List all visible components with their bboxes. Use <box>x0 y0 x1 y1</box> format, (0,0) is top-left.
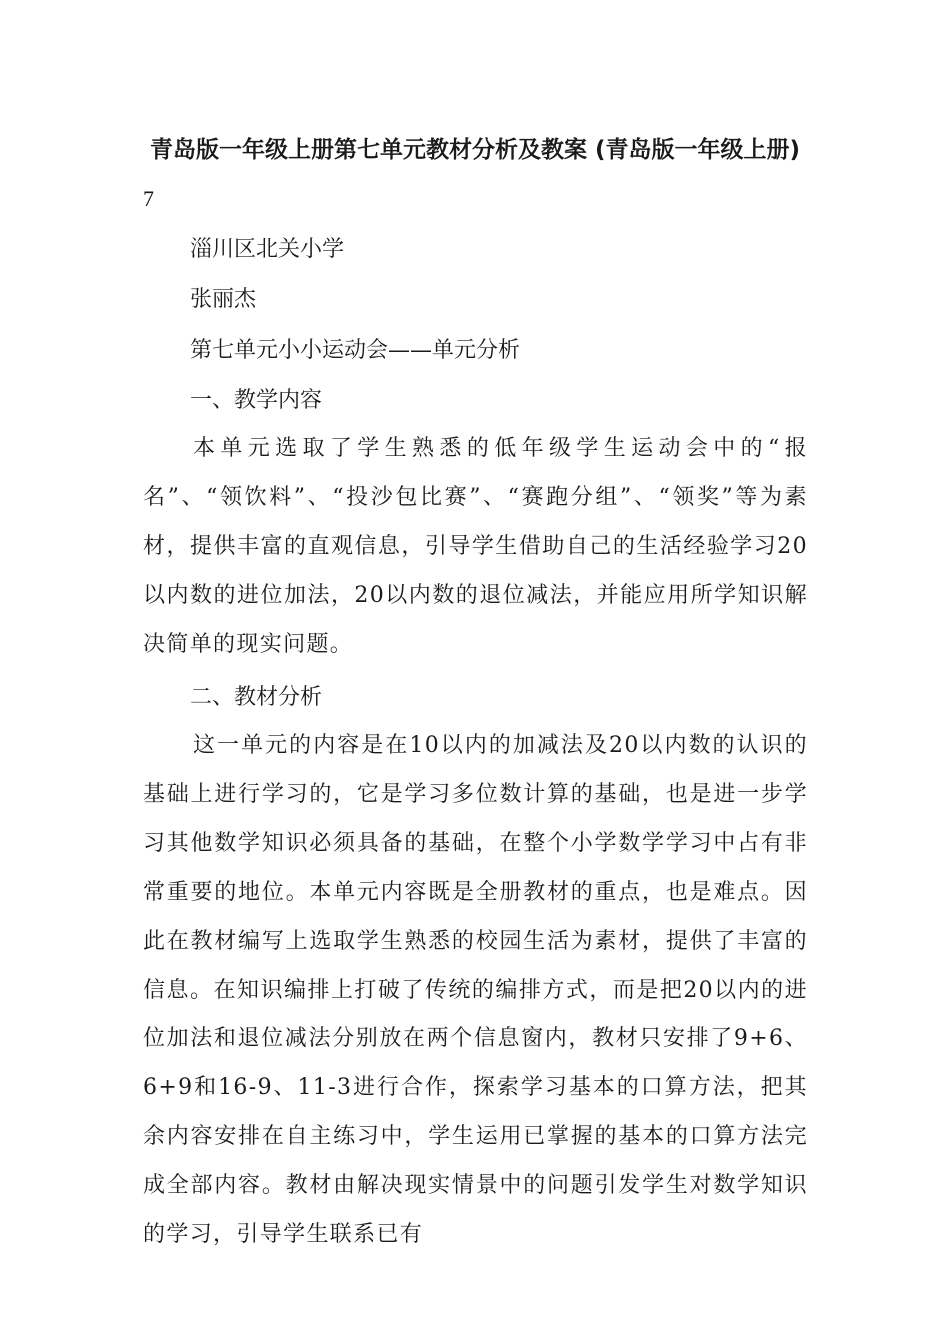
author-name: 张丽杰 <box>190 287 257 312</box>
document-title-continuation: 7 <box>143 186 154 211</box>
paragraph-teaching-content: 本单元选取了学生熟悉的低年级学生运动会中的“报名”、“领饮料”、“投沙包比赛”、“赛跑分组”、“领奖”等为素材，提供丰富的直观信息，引导学生借助自己的生活经验学习20以内数的进位加法，20以内数的退位减法，并能应用所学知识解决简单的现实问题。 <box>143 436 808 657</box>
section-heading-material-analysis: 二、教材分析 <box>190 685 323 710</box>
paragraph-material-analysis: 这一单元的内容是在10以内的加减法及20以内数的认识的基础上进行学习的，它是学习多位数计算的基础，也是进一步学习其他数学知识必须具备的基础，在整个小学数学学习中占有非常重要的地位。本单元内容既是全册教材的重点，也是难点。因此在教材编写上选取学生熟悉的校园生活为素材，提供了丰富的信息。在知识编排上打破了传统的编排方式，而是把20以内的进位加法和退位减法分别放在两个信息窗内，教材只安排了9+6、6+9和16-9、11-3进行合作，探索学习基本的口算方法，把其余内容安排在自主练习中，学生运用已掌握的基本的口算方法完成全部内容。教材由解决现实情景中的问题引发学生对数学知识的学习，引导学生联系已有 <box>143 733 808 1248</box>
school-name: 淄川区北关小学 <box>190 237 345 262</box>
section-heading-teaching-content: 一、教学内容 <box>190 388 323 413</box>
document-title: 青岛版一年级上册第七单元教材分析及教案 (青岛版一年级上册) <box>149 137 801 163</box>
unit-heading: 第七单元小小运动会——单元分析 <box>190 338 521 363</box>
